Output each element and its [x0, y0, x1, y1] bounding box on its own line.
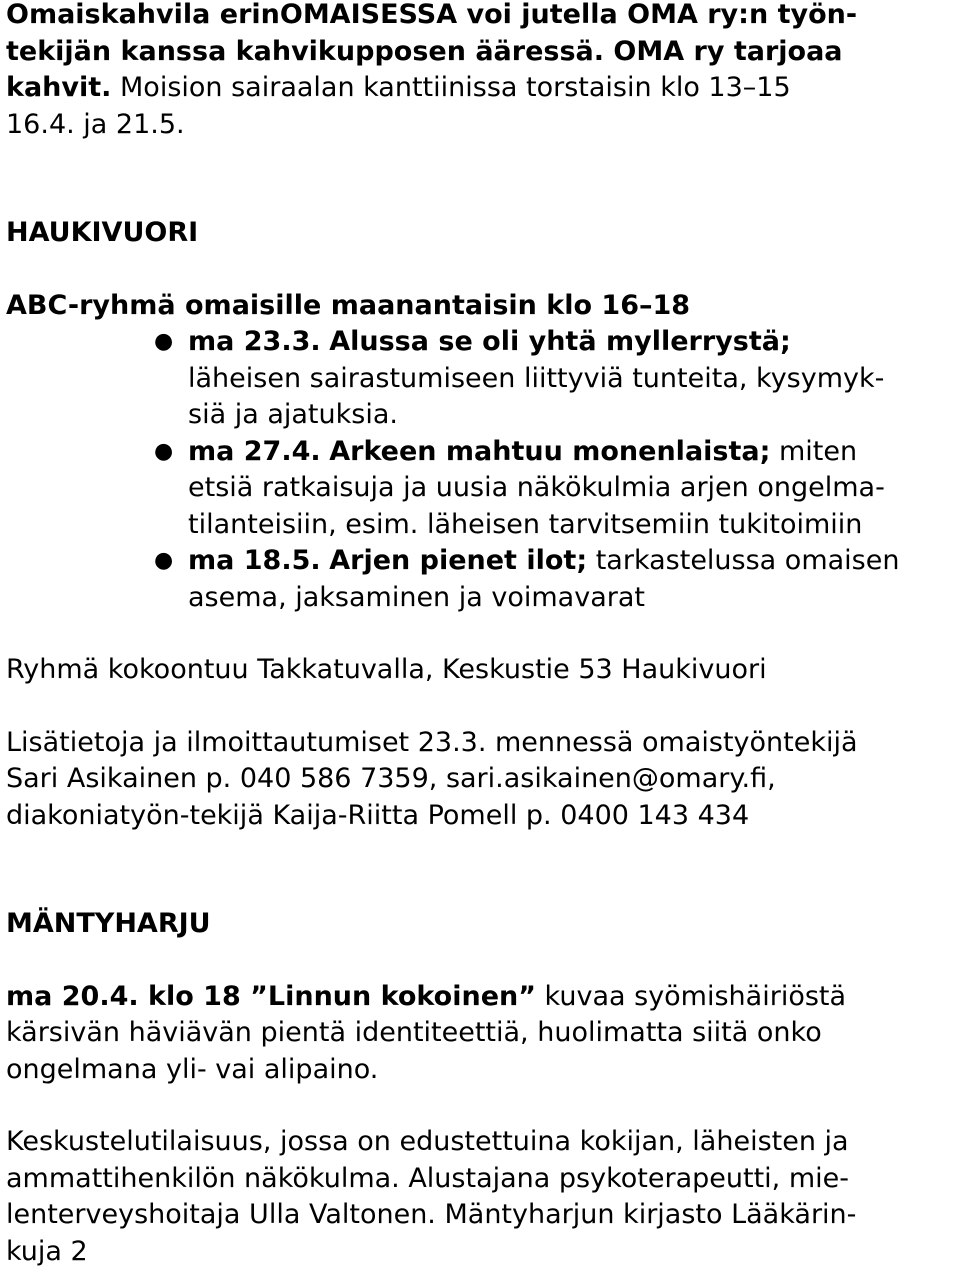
bullet-icon: ●: [154, 434, 173, 471]
event-title: ma 20.4. klo 18 ”Linnun kokoinen”: [6, 981, 536, 1012]
bullet-icon: ●: [154, 324, 173, 361]
session-desc-line: siä ja ajatuksia.: [188, 397, 956, 434]
desc-line: ammattihenkilön näkökulma. Alustajana psykoterapeutti, mie-: [6, 1161, 956, 1198]
session-desc-line: etsiä ratkaisuja ja uusia näkökulmia arjen ongelma-: [188, 470, 956, 507]
session-desc-line: asema, jaksaminen ja voimavarat: [188, 580, 956, 617]
session-item: [188, 324, 956, 434]
session-title: Arkeen mahtuu monenlaista;: [329, 436, 770, 467]
intro-line-3: [6, 70, 956, 107]
session-rest: miten: [770, 436, 857, 467]
info-line: diakoniatyön-tekijä Kaija-Riitta Pomell p. 0400 143 434: [6, 798, 956, 835]
session-desc-line: tilanteisiin, esim. läheisen tarvitsemiin tukitoimiin: [188, 507, 956, 544]
session-date: ma 18.5.: [188, 545, 321, 576]
haukivuori-heading: HAUKIVUORI: [6, 215, 956, 252]
session-desc-line: läheisen sairastumiseen liittyviä tunteita, kysymyk-: [188, 361, 956, 398]
session-date: ma 27.4.: [188, 436, 321, 467]
desc-line: Keskustelutilaisuus, jossa on edustettuina kokijan, läheisten ja: [6, 1124, 956, 1161]
session-item: [188, 434, 956, 544]
intro-line-4: 16.4. ja 21.5.: [6, 107, 956, 144]
event-line: kärsivän häviävän pientä identiteettiä, huolimatta siitä onko: [6, 1015, 956, 1052]
intro-line-3-rest: Moision sairaalan kanttiinissa torstaisin klo 13–15: [111, 72, 790, 103]
session-date: ma 23.3.: [188, 326, 321, 357]
session-item: [188, 543, 956, 616]
session-rest: tarkastelussa omaisen: [587, 545, 899, 576]
info-line: Lisätietoja ja ilmoittautumiset 23.3. mennessä omaistyöntekijä: [6, 725, 956, 762]
haukivuori-section: [6, 215, 956, 834]
bullet-icon: ●: [154, 543, 173, 580]
desc-line: lenterveyshoitaja Ulla Valtonen. Mäntyharjun kirjasto Lääkärin-: [6, 1197, 956, 1234]
mantyharju-heading: MÄNTYHARJU: [6, 906, 956, 943]
intro-line-2: tekijän kanssa kahvikupposen ääressä. OMA ry tarjoaa: [6, 34, 956, 71]
venue-text: Ryhmä kokoontuu Takkatuvalla, Keskustie 53 Haukivuori: [6, 652, 956, 689]
event-line-1: [6, 979, 956, 1016]
mantyharju-section: [6, 906, 956, 1270]
intro-line-1: Omaiskahvila erinOMAISESSA voi jutella OMA ry:n työn-: [6, 0, 956, 34]
group-title: ABC-ryhmä omaisille maanantaisin klo 16–18: [6, 288, 956, 325]
desc-line: kuja 2: [6, 1234, 956, 1270]
session-title: Arjen pienet ilot;: [329, 545, 587, 576]
info-line: Sari Asikainen p. 040 586 7359, sari.asikainen@omary.fi,: [6, 761, 956, 798]
session-title: Alussa se oli yhtä myllerrystä;: [329, 326, 791, 357]
event-rest: kuvaa syömishäiriöstä: [536, 981, 846, 1012]
session-list: [6, 324, 956, 616]
intro-line-3-bold: kahvit.: [6, 72, 111, 103]
event-line: ongelmana yli- vai alipaino.: [6, 1052, 956, 1089]
intro-section: [6, 0, 956, 143]
document-page: [6, 0, 956, 1270]
